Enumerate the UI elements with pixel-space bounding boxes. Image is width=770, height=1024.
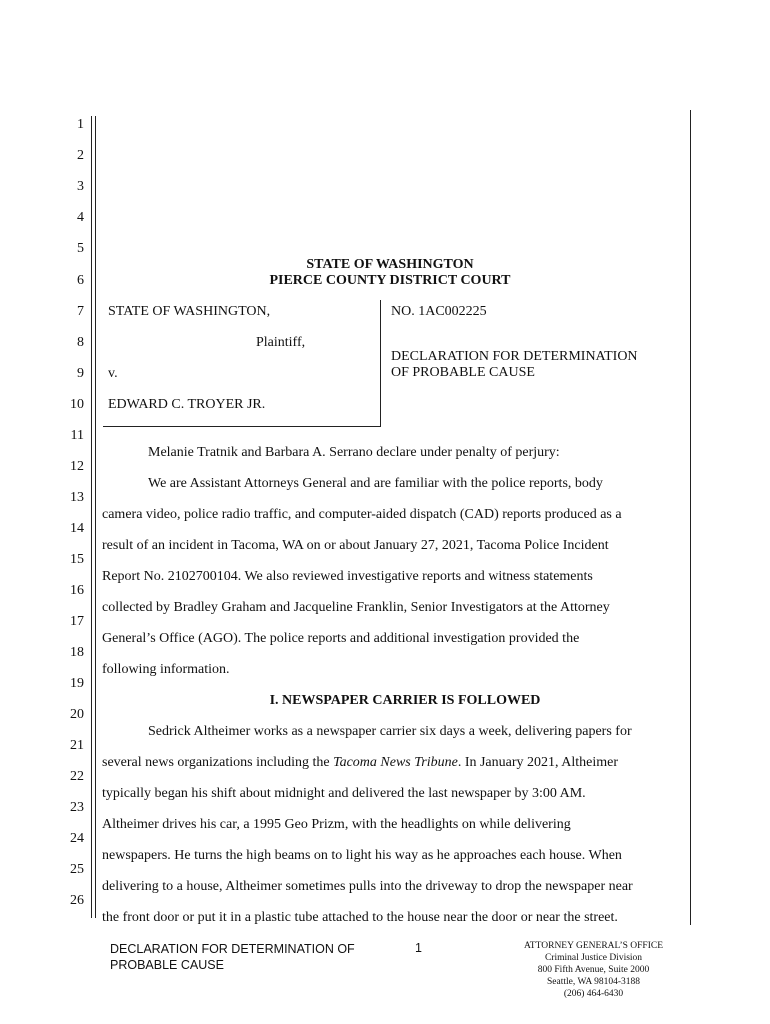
body-line: the front door or put it in a plastic tube attached to the house near the door or near the street. xyxy=(102,910,618,925)
caption-divider xyxy=(380,300,381,426)
document-title-line2: OF PROBABLE CAUSE xyxy=(391,365,535,380)
right-margin-rule xyxy=(690,110,691,925)
body-line: We are Assistant Attorneys General and are familiar with the police reports, body xyxy=(148,476,603,491)
section-heading: I. NEWSPAPER CARRIER IS FOLLOWED xyxy=(269,693,541,708)
office-street: 800 Fifth Avenue, Suite 2000 xyxy=(537,965,650,975)
line-number: 5 xyxy=(77,241,84,256)
caption-bottom-rule xyxy=(103,426,381,427)
line-number: 14 xyxy=(70,521,84,536)
line-number: 2 xyxy=(77,148,84,163)
line-number: 9 xyxy=(77,366,84,381)
office-phone: (206) 464-6430 xyxy=(563,989,624,999)
left-margin-rule-outer xyxy=(91,116,92,918)
line-number: 21 xyxy=(70,738,84,753)
newspaper-title: Tacoma News Tribune xyxy=(333,755,458,770)
line-number: 15 xyxy=(70,552,84,567)
line-number: 13 xyxy=(70,490,84,505)
footer-office-address xyxy=(486,940,701,1000)
document-title-line1: DECLARATION FOR DETERMINATION xyxy=(391,349,638,364)
body-line-text: . In January 2021, Altheimer xyxy=(457,755,618,770)
body-line xyxy=(102,755,618,771)
body-line: typically began his shift about midnight and delivered the last newspaper by 3:00 AM. xyxy=(102,786,586,801)
line-number: 3 xyxy=(77,179,84,194)
body-line: camera video, police radio traffic, and computer-aided dispatch (CAD) reports produced as a xyxy=(102,507,622,522)
line-number: 26 xyxy=(70,893,84,908)
footer-title-line2: PROBABLE CAUSE xyxy=(110,958,224,972)
line-number: 11 xyxy=(70,428,84,443)
line-number: 12 xyxy=(70,459,84,474)
footer-document-title xyxy=(110,941,355,973)
line-number: 22 xyxy=(70,769,84,784)
line-number: 19 xyxy=(70,676,84,691)
body-line: Altheimer drives his car, a 1995 Geo Prizm, with the headlights on while delivering xyxy=(102,817,571,832)
line-number: 20 xyxy=(70,707,84,722)
body-line: collected by Bradley Graham and Jacqueline Franklin, Senior Investigators at the Attorney xyxy=(102,600,610,615)
page-number: 1 xyxy=(415,941,422,955)
line-number: 24 xyxy=(70,831,84,846)
case-number: NO. 1AC002225 xyxy=(391,304,487,319)
line-number: 1 xyxy=(77,117,84,132)
body-line: result of an incident in Tacoma, WA on or about January 27, 2021, Tacoma Police Incident xyxy=(102,538,609,553)
body-line: General’s Office (AGO). The police reports and additional investigation provided the xyxy=(102,631,580,646)
line-number: 25 xyxy=(70,862,84,877)
court-state-heading: STATE OF WASHINGTON xyxy=(306,257,474,272)
line-number: 6 xyxy=(77,273,84,288)
body-line: delivering to a house, Altheimer sometimes pulls into the driveway to drop the newspaper near xyxy=(102,879,633,894)
body-line: newspapers. He turns the high beams on to light his way as he approaches each house. When xyxy=(102,848,622,863)
line-number: 10 xyxy=(70,397,84,412)
body-line: Melanie Tratnik and Barbara A. Serrano declare under penalty of perjury: xyxy=(148,445,560,460)
plaintiff-name: STATE OF WASHINGTON, xyxy=(108,304,271,319)
line-number: 23 xyxy=(70,800,84,815)
defendant-name: EDWARD C. TROYER JR. xyxy=(108,397,266,412)
office-name: ATTORNEY GENERAL’S OFFICE xyxy=(524,941,663,951)
versus: v. xyxy=(108,366,118,381)
line-number: 16 xyxy=(70,583,84,598)
line-number: 18 xyxy=(70,645,84,660)
line-number: 4 xyxy=(77,210,84,225)
body-line: Sedrick Altheimer works as a newspaper carrier six days a week, delivering papers for xyxy=(148,724,632,739)
court-name-heading: PIERCE COUNTY DISTRICT COURT xyxy=(269,273,511,288)
line-number: 8 xyxy=(77,335,84,350)
body-line: following information. xyxy=(102,662,230,677)
body-line: Report No. 2102700104. We also reviewed investigative reports and witness statements xyxy=(102,569,593,584)
left-margin-rule-inner xyxy=(95,116,96,918)
footer-title-line1: DECLARATION FOR DETERMINATION OF xyxy=(110,942,355,956)
plaintiff-role: Plaintiff, xyxy=(256,335,306,350)
body-line-text: several news organizations including the xyxy=(102,755,334,770)
office-division: Criminal Justice Division xyxy=(544,953,643,963)
line-number: 7 xyxy=(77,304,84,319)
line-number: 17 xyxy=(70,614,84,629)
office-city: Seattle, WA 98104-3188 xyxy=(547,977,640,987)
